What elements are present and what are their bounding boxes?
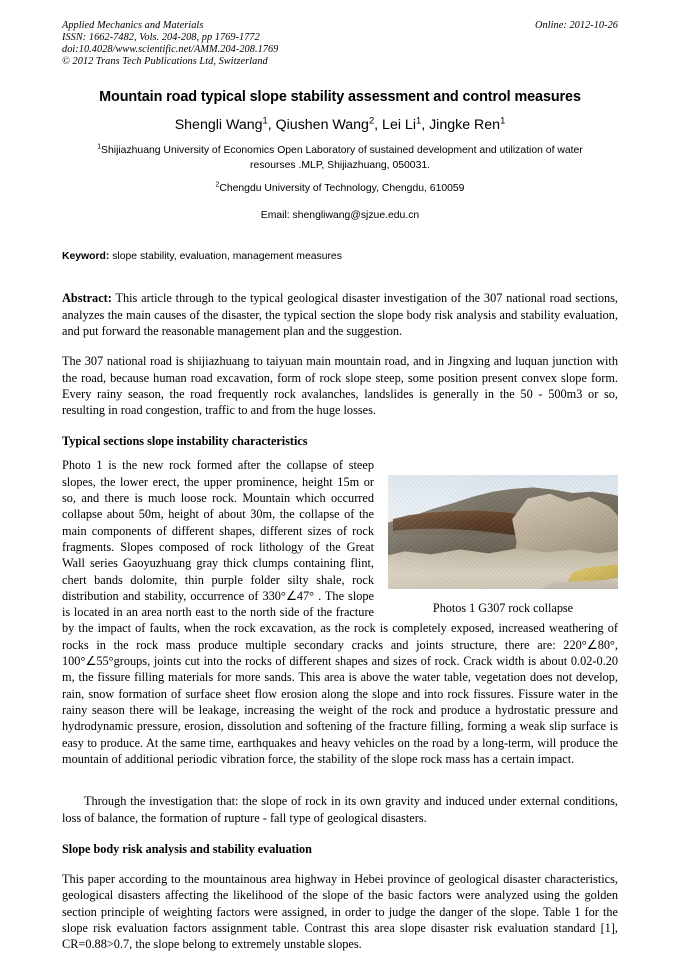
- masthead-left-block: [62, 20, 482, 68]
- affiliation-2: $^2$Chengdu University of Technology, Chengdu, 610059: [215, 181, 465, 195]
- keyword-values: slope stability, evaluation, management measures: [109, 251, 342, 263]
- journal-doi: doi:10.4028/www.scientific.net/AMM.204-208.1769: [62, 44, 279, 56]
- journal-copyright: © 2012 Trans Tech Publications Ltd, Switzerland: [62, 56, 268, 68]
- abstract-paragraph: [62, 290, 618, 339]
- photo-image: [388, 475, 618, 589]
- author-list: Shengli Wang$^1$, Qiushen Wang$^2$, Lei Li$^1$, Jingke Ren$^1$: [174, 115, 506, 134]
- online-publication-date: Online: 2012-10-26: [535, 20, 618, 31]
- figure-caption: Photos 1 G307 rock collapse: [432, 601, 574, 616]
- journal-name: Applied Mechanics and Materials: [62, 20, 204, 31]
- keyword-line: [62, 250, 618, 264]
- section-2-paragraph-1: This paper according to the mountainous area highway in Hebei province of geological disaster characteristics, geological disasters affecting the likelihood of the slope of the basic factors were analyzed using the golden section principle of weighting factors were assigned, in order to judge the danger of the slope. Table 1 for the slope risk evaluation factors assignment table. Contrast this area slope disaster risk evaluation standard [1], CR=0.88>0.7, the slope belong to extremely unstable slopes.: [62, 872, 618, 952]
- page-title: Mountain road typical slope stability assessment and control measures: [99, 89, 581, 106]
- journal-masthead: [62, 20, 618, 68]
- abstract-label: Abstract:: [62, 291, 112, 306]
- figure-photo-1: [388, 475, 618, 616]
- author-email: Email: shengliwang@sjzue.edu.cn: [260, 209, 420, 221]
- keyword-label: Keyword:: [62, 251, 110, 263]
- page-content: [62, 20, 618, 959]
- journal-issn-volume: ISSN: 1662-7482, Vols. 204-208, pp 1769-1772: [62, 32, 260, 44]
- affiliation-1: $^1$Shijiazhuang University of Economics Open Laboratory of sustained development and utilization of water resourses .MLP, Shijiazhuang, 050031.: [97, 143, 583, 171]
- section-heading-slope-body-risk: Slope body risk analysis and stability evaluation: [62, 842, 312, 856]
- section-1-paragraph-2: Through the investigation that: the slope of rock in its own gravity and induced under external conditions, loss of balance, the formation of rupture - fall type of geological disasters.: [62, 794, 618, 825]
- section-1-paragraph-1: Photo 1 is the new rock formed after the collapse of steep slopes, the lower erect, the upper prominence, height 15m or so, and there is much loose rock. Mountain which occurred collapse about 50m, height of about 30m, the collapse of the main components of different shapes, different sizes of rock fragments. Slopes composed of rock lithology of the Great Wall series Gaoyuzhuang gray thick clumps containing flint, chert bands dolomite, thin purple folder silty shale, rock distribution and stability, occurrence of 330°∠47° . The slope is located in an area north east to the north side of the fracture by the impact of faults, when the rock excavation, as the rock is completely exposed, increased weathering of rocks in the rock mass produce multiple secondary cracks and joints structure, there are: 220°∠80°, 100°∠55°groups, joints cut into the rocks of different shapes and sizes of rock. Crack width is about 0.02-0.20 m, the fissure filling materials for more sands. This area is above the water table, vegetation does not develop, rain, snow formation of surface sheet flow erosion along the slope and into rock fissures. Fissure water in the rainy season there will be leakage, increasing the weight of the rock and produce a hydrostatic pressure and hydrodynamic pressure, erosion, dissolution and softening of the fracture filling, forming a weak slip surface is easy to produce. At the same time, earthquakes and heavy vehicles on the road by a long-term, will produce the mountain of additional periodic vibration force, the stability of the slope rock mass has a certain impact.: [62, 458, 618, 766]
- intro-paragraph: The 307 national road is shijiazhuang to taiyuan main mountain road, and in Jingxing and luquan junction with the road, because human road excavation, form of rock slope steep, some position present convex slope form. Every rainy season, the road frequently rock avalanches, landslides is generally in the 50 - 500m3 or so, resulting in road congestion, traffic to and from the huge losses.: [62, 354, 618, 418]
- abstract-text: This article through to the typical geological disaster investigation of the 307 national road sections, analyzes the main causes of the disaster, the typical section the slope body risk analysis and stability evaluation, and put forward the reasonable management plan and the suggestion.: [62, 291, 618, 338]
- section-1-body: [62, 457, 618, 779]
- section-heading-typical-sections: Typical sections slope instability characteristics: [62, 434, 308, 449]
